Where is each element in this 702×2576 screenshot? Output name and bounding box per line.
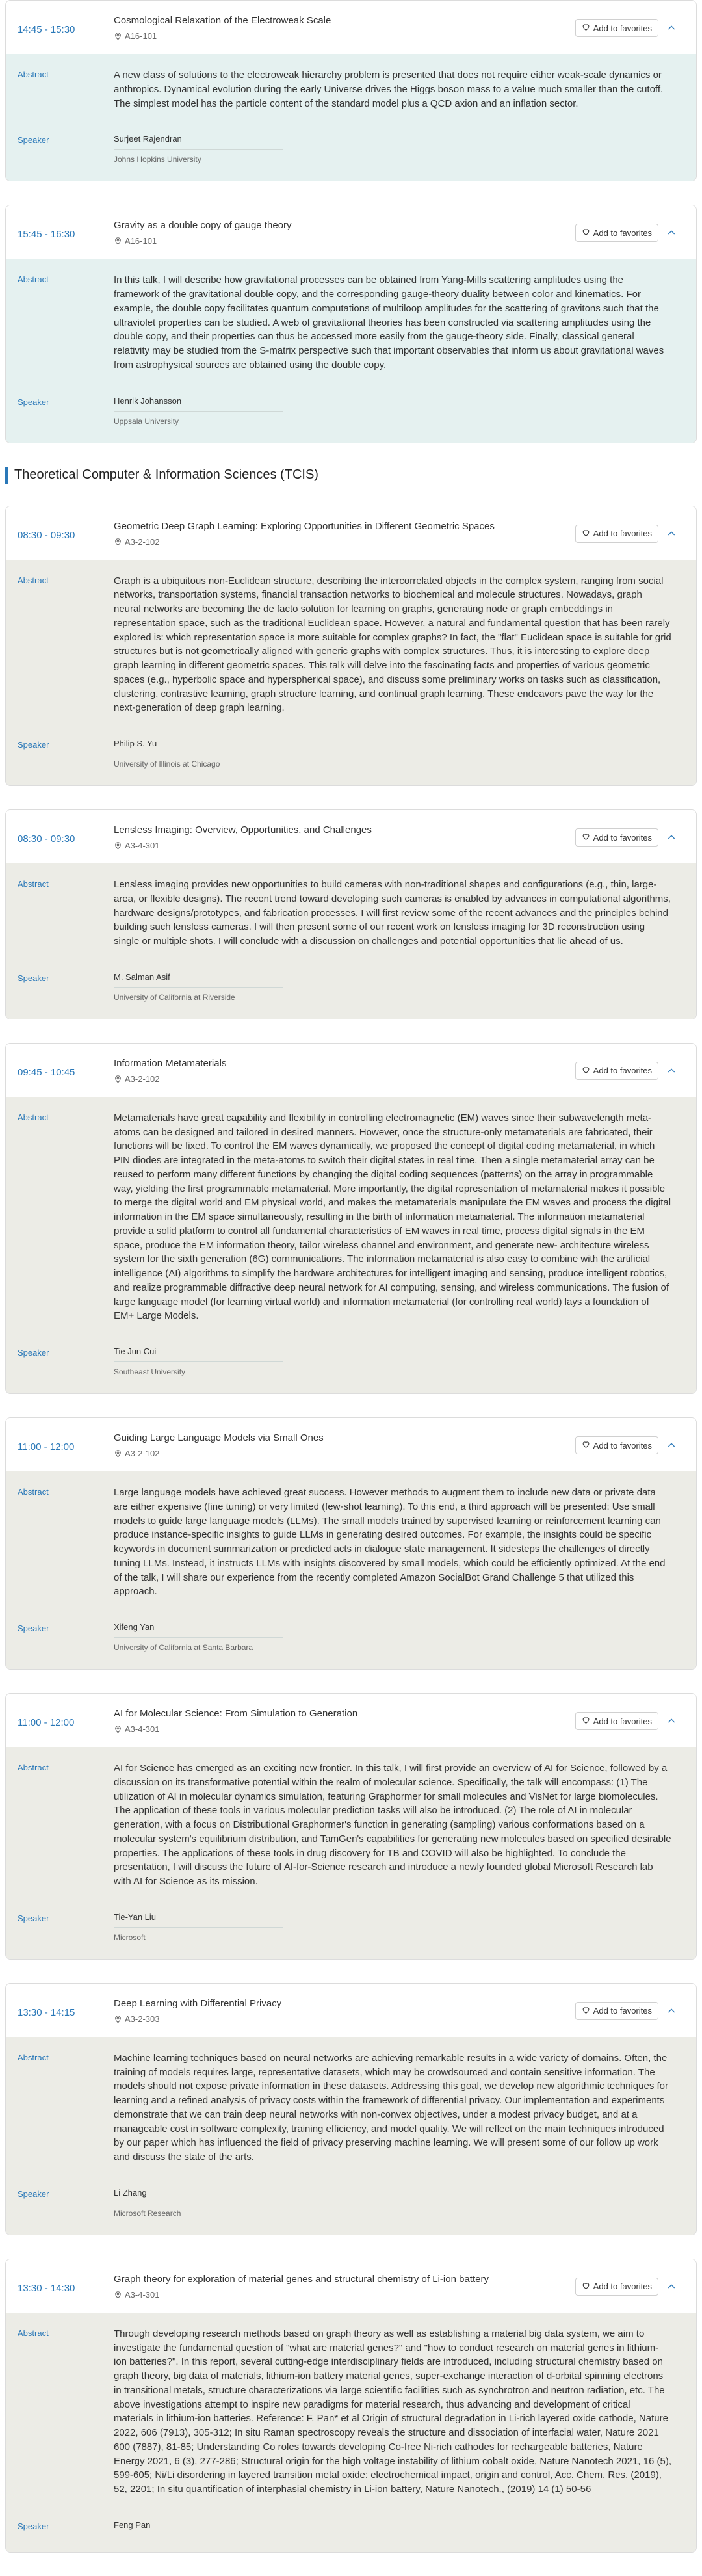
favorites-label: Add to favorites	[593, 529, 652, 538]
speaker-row	[18, 134, 684, 164]
session-details	[6, 863, 696, 1019]
abstract-text: Metamaterials have great capability and flexibility in controlling electromagnetic (EM) waves since their subwavelength meta-atoms can be designed and tailored in desired manners. However, once the structure-only metamaterials are fabricated, their functions will be fixed. To control the EM waves dynamically, we proposed the concept of digital coding metamaterial, in which PIN diodes are integrated in the meta-atoms to switch their digital states in real time. Then a single metamaterial array can be reused to perform many different functions by changing the digital coding sequences (patterns) on the array in programmable way, yielding the first programmable metamaterial. More importantly, the digital representation of metamaterial makes it possible to merge the digital world and EM physical world, and makes the metamaterials manipulate the EM waves and process the digital information in the EM space simultaneously, resulting in the birth of information metamaterial. The information metamaterial provide a solid platform to control all fundamental characteristics of EM waves in real time, process digital signals in the EM space, produce the EM information theory, tailor wireless channel and environment, and generate new- architecture wireless system for the sixth generation (6G) communications. The information metamaterial is also easy to combine with the artificial intelligence (AI) algorithms to simplify the hardware architectures for intelligent imaging and sensing, produce intelligent robotics, and realize programmable diffractive deep neural network for AI computing, sensing, and wireless communications. The fusion of large language model (for learning virtual world) and information metamaterial (for controlling real world) lays a foundation of EM+ Large Models.	[114, 1112, 671, 1322]
session-details	[6, 54, 696, 181]
abstract-label: Abstract	[18, 2052, 49, 2062]
session-details	[6, 2313, 696, 2552]
speaker-affiliation: Southeast University	[114, 1361, 283, 1376]
collapse-toggle[interactable]	[658, 521, 684, 542]
session-location	[114, 2290, 575, 2300]
session-time: 09:45 - 10:45	[18, 1066, 75, 1078]
location-label: A3-4-301	[125, 2289, 160, 2300]
speaker-label: Speaker	[18, 397, 49, 407]
speaker-info	[114, 134, 283, 164]
speaker-affiliation: Uppsala University	[114, 411, 283, 426]
session-details	[6, 1471, 696, 1669]
location-label: A3-4-301	[125, 841, 160, 850]
location-pin-icon	[114, 1725, 122, 1733]
session-time: 15:45 - 16:30	[18, 229, 75, 241]
session-title-block	[114, 1998, 575, 2024]
speaker-row	[18, 1622, 684, 1652]
heart-icon	[582, 1066, 590, 1076]
session-title-block	[114, 1058, 575, 1084]
heart-icon	[582, 2006, 590, 2016]
abstract-row	[18, 1761, 684, 1889]
location-pin-icon	[114, 1449, 122, 1458]
session-details	[6, 259, 696, 442]
speaker-info	[114, 2520, 150, 2535]
speaker-row	[18, 2520, 684, 2535]
heart-icon	[582, 1440, 590, 1451]
add-to-favorites-button[interactable]	[575, 1712, 658, 1730]
abstract-label: Abstract	[18, 1112, 49, 1122]
session-header[interactable]	[6, 1044, 696, 1097]
chevron-up-icon	[666, 529, 677, 542]
add-to-favorites-button[interactable]	[575, 828, 658, 847]
session-card	[5, 809, 697, 1019]
session-time: 11:00 - 12:00	[18, 1441, 75, 1452]
location-pin-icon	[114, 237, 122, 245]
session-location	[114, 1074, 575, 1084]
chevron-up-icon	[666, 1716, 677, 1729]
session-details	[6, 2037, 696, 2235]
collapse-toggle[interactable]	[658, 15, 684, 36]
session-list-top	[5, 0, 697, 443]
session-card	[5, 205, 697, 443]
heart-icon	[582, 832, 590, 843]
session-time: 11:00 - 12:00	[18, 1717, 75, 1728]
location-label: A3-2-102	[125, 1449, 160, 1458]
session-header[interactable]	[6, 506, 696, 560]
collapse-toggle[interactable]	[658, 2274, 684, 2295]
abstract-row	[18, 878, 684, 949]
session-location	[114, 236, 575, 246]
abstract-text: Machine learning techniques based on neural networks are achieving remarkable results in a wide variety of domains. Often, the training of models requires large, representative datasets, which may be crowdsourced and contain sensitive information. The models should not expose private information in these datasets. Addressing this goal, we develop new algorithmic techniques for learning and a refined analysis of privacy costs within the framework of differential privacy. Our implementation and experiments demonstrate that we can train deep neural networks with non-convex objectives, under a modest privacy budget, and at a manageable cost in software complexity, training efficiency, and model quality. We will reflect on the main techniques introduced by our paper which has influenced the field of privacy preserving machine learning. We will present some of our follow up work and discuss the state of the arts.	[114, 2052, 668, 2162]
abstract-text: Through developing research methods based on graph theory as well as establishing a material big data system, we aim to investigate the fundamental question of "what are material genes?" and "how to conduct research on material genes in lithium-ion batteries?". In this report, several cutting-edge interdisciplinary fields are introduced, including structural chemistry based on graph theory, big data of materials, lithium-ion battery material genes, super-exchange interaction of d-orbital spinning electrons in transitional metals, structure characterizations via large scientific facilities such as synchrotron and neutron radiation, etc. The above investigations attempt to inspire new paradigms for material research, thus advancing and development of critical materials in lithium-ion batteries. Reference: F. Pan* et al Origin of structural degradation in Li-rich layered oxide cathode, Nature 2022, 606 (7913), 305-312; In situ Raman spectroscopy reveals the structure and dissociation of interfacial water, Nature 2021 600 (7887), 81-85; Understanding Co roles towards developing Co-free Ni-rich cathodes for rechargeable batteries, Nature Energy 2021, 6 (3), 277-286; Structural origin for the high voltage instability of lithium cobalt oxide, Nature Nanotech 2021, 16 (5), 599-605; Ni/Li disordering in layered transition metal oxide: electrochemical impact, origin and control, Acc. Chem. Res. (2019), 52, 2201; In situ quantification of interphasial chemistry in Li-ion battery, Nature Nanotech., (2019) 14 (1) 50-56	[114, 2328, 671, 2495]
location-pin-icon	[114, 841, 122, 850]
abstract-row	[18, 1486, 684, 1599]
collapse-toggle[interactable]	[658, 220, 684, 241]
session-header[interactable]	[6, 1, 696, 54]
speaker-affiliation: Microsoft Research	[114, 2203, 283, 2218]
session-details	[6, 1747, 696, 1959]
abstract-row	[18, 2051, 684, 2164]
favorites-label: Add to favorites	[593, 1440, 652, 1451]
session-title: Guiding Large Language Models via Small Ones	[114, 1432, 324, 1443]
location-label: A16-101	[125, 236, 157, 246]
location-pin-icon	[114, 538, 122, 546]
location-pin-icon	[114, 2015, 122, 2023]
session-header[interactable]	[6, 1694, 696, 1747]
session-title: Gravity as a double copy of gauge theory	[114, 220, 292, 231]
abstract-text: A new class of solutions to the electroweak hierarchy problem is presented that does not require either weak-scale dynamics or anthropics. Dynamical evolution during the early Universe drives the Higgs boson mass to a value much smaller than the cutoff. The simplest model has the particle content of the standard model plus a QCD axion and an inflation sector.	[114, 70, 664, 109]
speaker-name: Surjeet Rajendran	[114, 134, 182, 144]
collapse-toggle[interactable]	[658, 1432, 684, 1454]
add-to-favorites-button[interactable]	[575, 19, 658, 37]
speaker-label: Speaker	[18, 1348, 49, 1358]
abstract-row	[18, 574, 684, 716]
session-time: 13:30 - 14:30	[18, 2282, 75, 2294]
speaker-label: Speaker	[18, 2188, 49, 2199]
favorites-label: Add to favorites	[593, 1716, 652, 1726]
abstract-text: Graph is a ubiquitous non-Euclidean structure, describing the intercorrelated objects in the complex system, ranging from social networks, transportation systems, financial transaction networks to biochemical and molecule structures. Nowadays, graph neural networks are becoming the de facto solution for learning on graphs, generating node or graph embeddings in representation space, such as the traditional Euclidean space. However, a natural and fundamental question that has been rarely explored is: which representation space is more suitable for complex graphs? In fact, the "flat" Euclidean space is suitable for grid structures but is not geometrically aligned with generic graphs with complex structures. Thus, it is interesting to explore deep graph learning in different geometric spaces. This talk will delve into the fascinating facts and properties of various geometric spaces (e.g., hyperbolic space and hyperspherical space), and discuss some preliminary works on tasks such as classification, clustering, contrastive learning, graph structure learning, and continual graph learning. These endeavors pave the way for the next-generation of deep graph learning.	[114, 575, 671, 714]
session-title: Lensless Imaging: Overview, Opportunities, and Challenges	[114, 824, 372, 835]
abstract-text: In this talk, I will describe how gravitational processes can be obtained from Yang-Mills scattering amplitudes using the framework of the gravitational double copy, and the corresponding gauge-theory duality between color and kinematics. For example, the double copy facilitates quantum computations of multiloop amplitudes for the scattering of gravitons such that the ultraviolet properties can be studied. A web of gravitational theories has been constructed via scattering amplitudes using the double copy, and their properties can thus be accessed more easily from the gauge-theory side. Finally, classical general relativity may be studied from the S-matrix perspective such that important observables that inform us about gravitational waves from astrophysical sources are obtained using the double copy.	[114, 274, 664, 371]
session-card	[5, 506, 697, 787]
session-list-tcis	[5, 506, 697, 2553]
abstract-text: AI for Science has emerged as an exciting new frontier. In this talk, I will first provide an overview of AI for Science, followed by a discussion on its transformative potential within the realm of molecular science. Specifically, the talk will encompass: (1) The utilization of AI in molecular dynamics simulation, featuring Graphormer for small molecules and VisNet for large biomolecules. The application of these tools in various molecular prediction tasks will also be introduced. (2) The role of AI in molecular generation, with a focus on Distributional Graphormer's function in generating (sampling) various conformations based on a molecular system's equilibrium distribution, and TamGen's capabilities for generating new molecules based on specified desirable properties. The applications of these tools in drug discovery for TB and COVID will also be highlighted. To conclude the presentation, I will discuss the future of AI-for-Science research and introduce a newly founded global Microsoft Research lab with AI for Science as its mission.	[114, 1763, 671, 1887]
section-title: Theoretical Computer & Information Sciences (TCIS)	[14, 467, 318, 482]
session-location	[114, 1449, 575, 1458]
location-label: A3-2-102	[125, 536, 160, 547]
speaker-info	[114, 1912, 283, 1942]
session-title-block	[114, 15, 575, 41]
speaker-row	[18, 396, 684, 426]
speaker-name: M. Salman Asif	[114, 971, 170, 982]
session-card	[5, 0, 697, 181]
favorites-label: Add to favorites	[593, 23, 652, 33]
heart-icon	[582, 1716, 590, 1726]
speaker-affiliation: Johns Hopkins University	[114, 149, 283, 164]
add-to-favorites-button[interactable]	[575, 1436, 658, 1454]
session-card	[5, 1693, 697, 1960]
speaker-label: Speaker	[18, 2521, 49, 2531]
speaker-name: Tie Jun Cui	[114, 1347, 157, 1356]
section-header	[5, 467, 697, 484]
favorites-label: Add to favorites	[593, 832, 652, 843]
speaker-affiliation: Microsoft	[114, 1927, 283, 1942]
speaker-row	[18, 739, 684, 769]
chevron-up-icon	[666, 1066, 677, 1079]
collapse-toggle[interactable]	[658, 1998, 684, 2019]
add-to-favorites-button[interactable]	[575, 2278, 658, 2296]
session-title-block	[114, 824, 575, 850]
speaker-name: Tie-Yan Liu	[114, 1912, 157, 1922]
session-header[interactable]	[6, 810, 696, 863]
session-title: Information Metamaterials	[114, 1057, 227, 1069]
session-title: Geometric Deep Graph Learning: Exploring Opportunities in Different Geometric Spaces	[114, 520, 495, 532]
abstract-label: Abstract	[18, 879, 49, 889]
add-to-favorites-button[interactable]	[575, 224, 658, 242]
speaker-name: Henrik Johansson	[114, 395, 182, 406]
location-pin-icon	[114, 1075, 122, 1083]
favorites-label: Add to favorites	[593, 1066, 652, 1076]
abstract-label: Abstract	[18, 1487, 49, 1497]
session-header[interactable]	[6, 1984, 696, 2037]
abstract-row	[18, 68, 684, 111]
session-card	[5, 2259, 697, 2553]
speaker-row	[18, 2188, 684, 2218]
speaker-affiliation: University of Illinois at Chicago	[114, 754, 283, 769]
session-title-block	[114, 1432, 575, 1458]
location-label: A3-2-303	[125, 2014, 160, 2024]
speaker-name: Philip S. Yu	[114, 739, 157, 748]
collapse-toggle[interactable]	[658, 1708, 684, 1729]
speaker-name: Feng Pan	[114, 2519, 151, 2530]
location-label: A3-4-301	[125, 1724, 160, 1734]
session-card	[5, 1417, 697, 1670]
session-location	[114, 841, 575, 850]
session-title: Cosmological Relaxation of the Electroweak Scale	[114, 15, 332, 26]
collapse-toggle[interactable]	[658, 824, 684, 846]
speaker-label: Speaker	[18, 973, 49, 983]
session-time: 13:30 - 14:15	[18, 2006, 75, 2018]
speaker-label: Speaker	[18, 1913, 49, 1923]
abstract-text: Large language models have achieved great success. However methods to augment them to include new data or private data are either expensive (fine tuning) or very limited (few-shot learning). To this end, a third approach will be presented: Use small models to guide large language models (LLMs). The small models trained by supervised learning or reinforcement learning can produce instance-specific insights to guide LLMs in generating desired outcomes. For example, the insights could be specific keywords in document summarization or predicted acts in dialogue state management. It sidesteps the challenges of directly tuning LLMs. Instead, it instructs LLMs with insights discovered by small models, which could be efficiently optimized. At the end of the talk, I will share our experience from the recently completed Amazon SocialBot Grand Challenge 5 that utilized this approach.	[114, 1487, 666, 1597]
speaker-info	[114, 396, 283, 426]
abstract-row	[18, 2327, 684, 2497]
speaker-info	[114, 2188, 283, 2218]
heart-icon	[582, 228, 590, 238]
abstract-text: Lensless imaging provides new opportunities to build cameras with non-traditional shapes and configurations (e.g., thin, large-area, or flexible designs). The recent trend toward developing such cameras is enabled by advances in computational algorithms, hardware designs/prototypes, and fabrication processes. I will first review some of the recent advances and the principles behind building such lensless cameras. I will then present some of our recent work on lensless imaging for 3D reconstruction using single or multiple shots. I will conclude with a discussion on challenges and potential opportunities that lie ahead of us.	[114, 879, 671, 947]
speaker-affiliation: University of California at Riverside	[114, 987, 283, 1002]
session-time: 14:45 - 15:30	[18, 24, 75, 35]
session-title-block	[114, 1708, 575, 1734]
session-time: 08:30 - 09:30	[18, 834, 75, 845]
speaker-label: Speaker	[18, 740, 49, 750]
speaker-row	[18, 1347, 684, 1376]
session-title: Deep Learning with Differential Privacy	[114, 1997, 282, 2009]
session-card	[5, 1043, 697, 1394]
favorites-label: Add to favorites	[593, 2006, 652, 2016]
speaker-label: Speaker	[18, 1623, 49, 1633]
speaker-info	[114, 972, 283, 1002]
session-title: AI for Molecular Science: From Simulation to Generation	[114, 1708, 358, 1719]
chevron-up-icon	[666, 2006, 677, 2019]
location-pin-icon	[114, 2291, 122, 2299]
add-to-favorites-button[interactable]	[575, 2002, 658, 2020]
session-time: 08:30 - 09:30	[18, 529, 75, 541]
abstract-label: Abstract	[18, 1763, 49, 1772]
session-card	[5, 1983, 697, 2235]
heart-icon	[582, 2281, 590, 2292]
session-location	[114, 31, 575, 41]
speaker-name: Xifeng Yan	[114, 1622, 155, 1632]
chevron-up-icon	[666, 23, 677, 36]
session-header[interactable]	[6, 1418, 696, 1471]
chevron-up-icon	[666, 1440, 677, 1454]
speaker-name: Li Zhang	[114, 2187, 147, 2198]
session-details	[6, 560, 696, 786]
favorites-label: Add to favorites	[593, 228, 652, 238]
speaker-affiliation: University of California at Santa Barbara	[114, 1637, 283, 1652]
speaker-info	[114, 1347, 283, 1376]
abstract-label: Abstract	[18, 70, 49, 79]
session-title-block	[114, 220, 575, 246]
session-title: Graph theory for exploration of material genes and structural chemistry of Li-ion battery	[114, 2273, 489, 2285]
location-label: A3-2-102	[125, 1073, 160, 1084]
chevron-up-icon	[666, 2281, 677, 2295]
favorites-label: Add to favorites	[593, 2281, 652, 2292]
heart-icon	[582, 529, 590, 539]
chevron-up-icon	[666, 228, 677, 241]
speaker-row	[18, 1912, 684, 1942]
session-title-block	[114, 521, 575, 547]
session-title-block	[114, 2274, 575, 2300]
chevron-up-icon	[666, 832, 677, 846]
session-header[interactable]	[6, 2259, 696, 2313]
section-accent-bar	[5, 467, 8, 484]
session-details	[6, 1097, 696, 1393]
session-location	[114, 537, 575, 547]
add-to-favorites-button[interactable]	[575, 1062, 658, 1080]
speaker-info	[114, 1622, 283, 1652]
location-pin-icon	[114, 32, 122, 40]
session-location	[114, 1724, 575, 1734]
abstract-label: Abstract	[18, 274, 49, 285]
location-label: A16-101	[125, 31, 157, 41]
speaker-label: Speaker	[18, 135, 49, 146]
abstract-label: Abstract	[18, 575, 49, 585]
add-to-favorites-button[interactable]	[575, 525, 658, 543]
session-location	[114, 2014, 575, 2024]
abstract-row	[18, 1111, 684, 1323]
session-header[interactable]	[6, 205, 696, 259]
speaker-info	[114, 739, 283, 769]
abstract-label: Abstract	[18, 2328, 49, 2338]
heart-icon	[582, 23, 590, 33]
collapse-toggle[interactable]	[658, 1058, 684, 1079]
speaker-row	[18, 972, 684, 1002]
abstract-row	[18, 273, 684, 372]
